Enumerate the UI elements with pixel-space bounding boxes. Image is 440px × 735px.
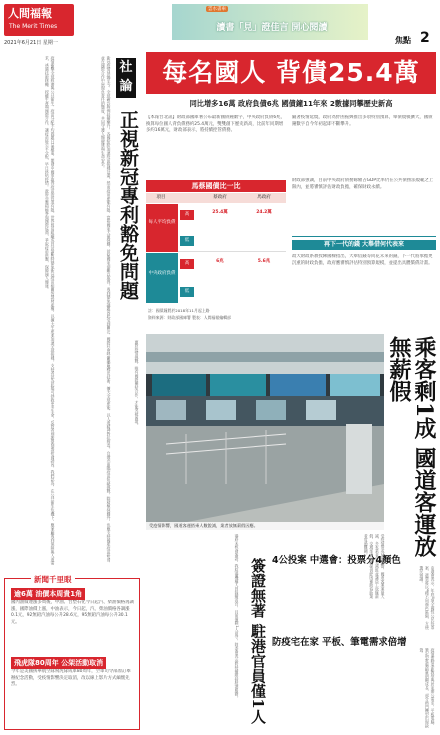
story1-headline: 乘客剩1成 國道客運放無薪假 bbox=[386, 336, 437, 557]
debt-table bbox=[146, 180, 286, 330]
photo-caption: 受疫情影響，國道客運搭乘人數銳減，業者放無薪假因應。 bbox=[146, 522, 384, 530]
sidebar-box-title: 新聞千里眼 bbox=[31, 574, 75, 585]
row-label: 每人平均負債 bbox=[148, 220, 176, 225]
editorial-title: 正視新冠專利豁免問題 bbox=[117, 110, 139, 300]
row-label: 中央政府負債 bbox=[148, 271, 176, 276]
editorial-tag-top: 社 bbox=[119, 60, 133, 75]
banner-badge: 雲水書車 bbox=[208, 7, 226, 12]
sidebar-item2-body: 今年是美國援華航空隊飛虎隊成軍80周年，空軍司令部原訂舉辦紀念活動，受疫情影響決定取消，改以線上影片方式緬懷先烈。 bbox=[11, 669, 131, 688]
issue-date: 2021年6月21日 星期一 bbox=[4, 40, 58, 46]
masthead-logo bbox=[4, 4, 74, 36]
table-row bbox=[146, 253, 286, 303]
logo-text: 人間福報 bbox=[8, 7, 52, 20]
editorial-column-right: 面對疫情挑戰，唯有國際團結合作，才能突破困境。 bbox=[135, 340, 140, 428]
banner-slogan: 讀書「見」證佳言 開心閱讀 bbox=[216, 23, 328, 33]
editorial-column-left: 疫情衝擊全球經濟與公共衛生，疫苗分配不均問題日益嚴重，開發中國家取得疫苗的管道有限。世界貿易組織成員討論暫時豁免新冠疫苗相關智慧財產權，以擴大生產並加速全球接種。支持者認為此舉可拯救更多生命，反對者則擔憂削弱研發誘因。我們認為，在公共衛生危機下，應兼顧專利保障與人道需求，透過技術移轉、授權生產與國際合作，讓疫苗能公平分配，早日終結疫情。政府亦應積極參與國際協商，爭取疫苗供應，保障國人健康。 bbox=[45, 56, 56, 566]
bus-terminal-photo bbox=[146, 334, 384, 530]
sub-headline: 同比增多16萬 政府負債6兆 國債鐘11年來 2數據同攀歷史新高 bbox=[189, 99, 393, 108]
story2-body: 港府未核發簽證，我駐港機構人員陸續返台，目前僅剩1人留守，陸委會表示將持續維持駐港服務。 bbox=[235, 534, 240, 700]
row-badge-low: 低 bbox=[180, 287, 194, 297]
cell-cai-central: 6兆 bbox=[216, 259, 224, 264]
sidebar-news-box bbox=[4, 575, 140, 730]
main-headline-bar bbox=[146, 52, 436, 94]
sidebar-item1-body: 國內油價連漲多周後，中油、台塑石化今日起汽、柴油價格再調漲，國際油價上漲，中油表示，今日起，汽、柴油價格各調漲0.1元，92無鉛汽油每公升28.6元，95無鉛汽油每公升30.1元。 bbox=[11, 600, 134, 625]
page-number: 2 bbox=[420, 30, 430, 46]
story3-headline: 4公投案 中選會：投票分4顏色 bbox=[272, 555, 401, 566]
cell-ma-debt: 24.2萬 bbox=[256, 210, 272, 215]
header-cai: 蔡政府 bbox=[213, 195, 227, 200]
header-ma: 馬政府 bbox=[257, 195, 271, 200]
row-label-box bbox=[146, 253, 178, 303]
main-lead: 【本報台北訊】財政部國庫署公布最新國債鐘數字，中央政府負債6兆，換算每位國人背負債務約25.4萬元，雙雙創下歷史新高，比前年同期增多約16萬元，財政部表示，將持續控管債務。 bbox=[146, 115, 285, 134]
story3-body: 中選會表示，年底4項全國性公民投票案，選票將以4種不同顏色區隔，方便選民辨識。 bbox=[419, 566, 436, 630]
row-label-box bbox=[146, 204, 178, 252]
row-badge-high: 高 bbox=[180, 259, 194, 269]
logo-english: The Merit Times bbox=[9, 23, 58, 30]
main-body-2: 隨著疫情延燒，政府為紓困振興推出多項特別預算，舉債規模擴大，國債鐘數字自今年初起即不斷攀升。 bbox=[292, 115, 433, 127]
sidebar-item2-title: 飛虎隊80周年 公架活動取消 bbox=[11, 657, 106, 669]
story2-headline: 簽證無著 駐港官員僅1人 bbox=[249, 558, 267, 724]
divider bbox=[292, 236, 436, 237]
cell-ma-central: 5.6兆 bbox=[257, 259, 271, 264]
debt-table-title: 馬蔡國債比一比 bbox=[146, 180, 286, 192]
table-source: 資料來源：財政部國庫署 製表：人間福報編輯部 bbox=[148, 315, 231, 320]
story1-body: 受疫情警戒延長影響，國道客運運量大減，多家業者宣布減班並讓員工放無薪假，交通部表示將提供紓困補助協助業者度過難關。 bbox=[364, 534, 386, 599]
editorial-tag-bottom: 論 bbox=[119, 79, 133, 94]
table-row bbox=[146, 204, 286, 252]
main-headline: 每名國人 背債25.4萬 bbox=[162, 58, 420, 87]
debt-table-header bbox=[146, 193, 286, 203]
main-body-3: 財政部強調，目前中央政府債務餘額占GDP比率仍在公共債務法規範之上限內，並將審慎評估財政負擔，確保財政永續。 bbox=[292, 178, 434, 190]
editorial-column-mid: 新冠疫情延燒至今，全球確診病例持續攀升，各國紛紛加速疫苗接種計畫。然而疫苗產能有限，富裕國家大量採購，貧窮國家卻難以取得。專利豁免議題因此受到關注，國際社會呼籲藥廠釋出技術，擴大全球產能，以人道精神對抗病毒。台灣亦面臨疫苗短缺挑戰，除積極採購外，也應支持國產疫苗研發，並在國際合作中展現負責任的態度，共同守護人類健康與生命安全。 bbox=[101, 56, 112, 566]
analysis-box-title: 再下一代的錢 大舉借何代表來 bbox=[292, 240, 436, 250]
analysis-box-body: 政大財政系教授陳國樑指出，大舉借錢等同花未來的錢，下一代將承擔更沉重的財政負擔，政府應審慎評估特別預算規模，並提出具體償債計畫。 bbox=[292, 254, 433, 266]
story4-headline: 防疫宅在家 平板、筆電需求倍增 bbox=[272, 637, 407, 648]
editorial-tag bbox=[116, 58, 136, 98]
banner bbox=[172, 4, 368, 40]
section-name: 焦點 bbox=[395, 36, 411, 45]
bus-terminal-photo-art bbox=[146, 334, 384, 530]
row-badge-low: 低 bbox=[180, 236, 194, 246]
row-badge-high: 高 bbox=[180, 210, 194, 220]
header-item: 項目 bbox=[156, 195, 166, 200]
table-note: 註：國債鐘將於2018年11月起上路 bbox=[148, 308, 210, 313]
sidebar-item1-title: 逾6萬 油價本周貴1角 bbox=[11, 588, 85, 600]
story4-body: 疫情帶動遠距教學與居家辦公需求，平板電腦、筆記型電腦銷量明顯成長，部分熱門機型出現缺貨。 bbox=[419, 648, 436, 728]
cell-cai-debt: 25.4萬 bbox=[212, 210, 228, 215]
